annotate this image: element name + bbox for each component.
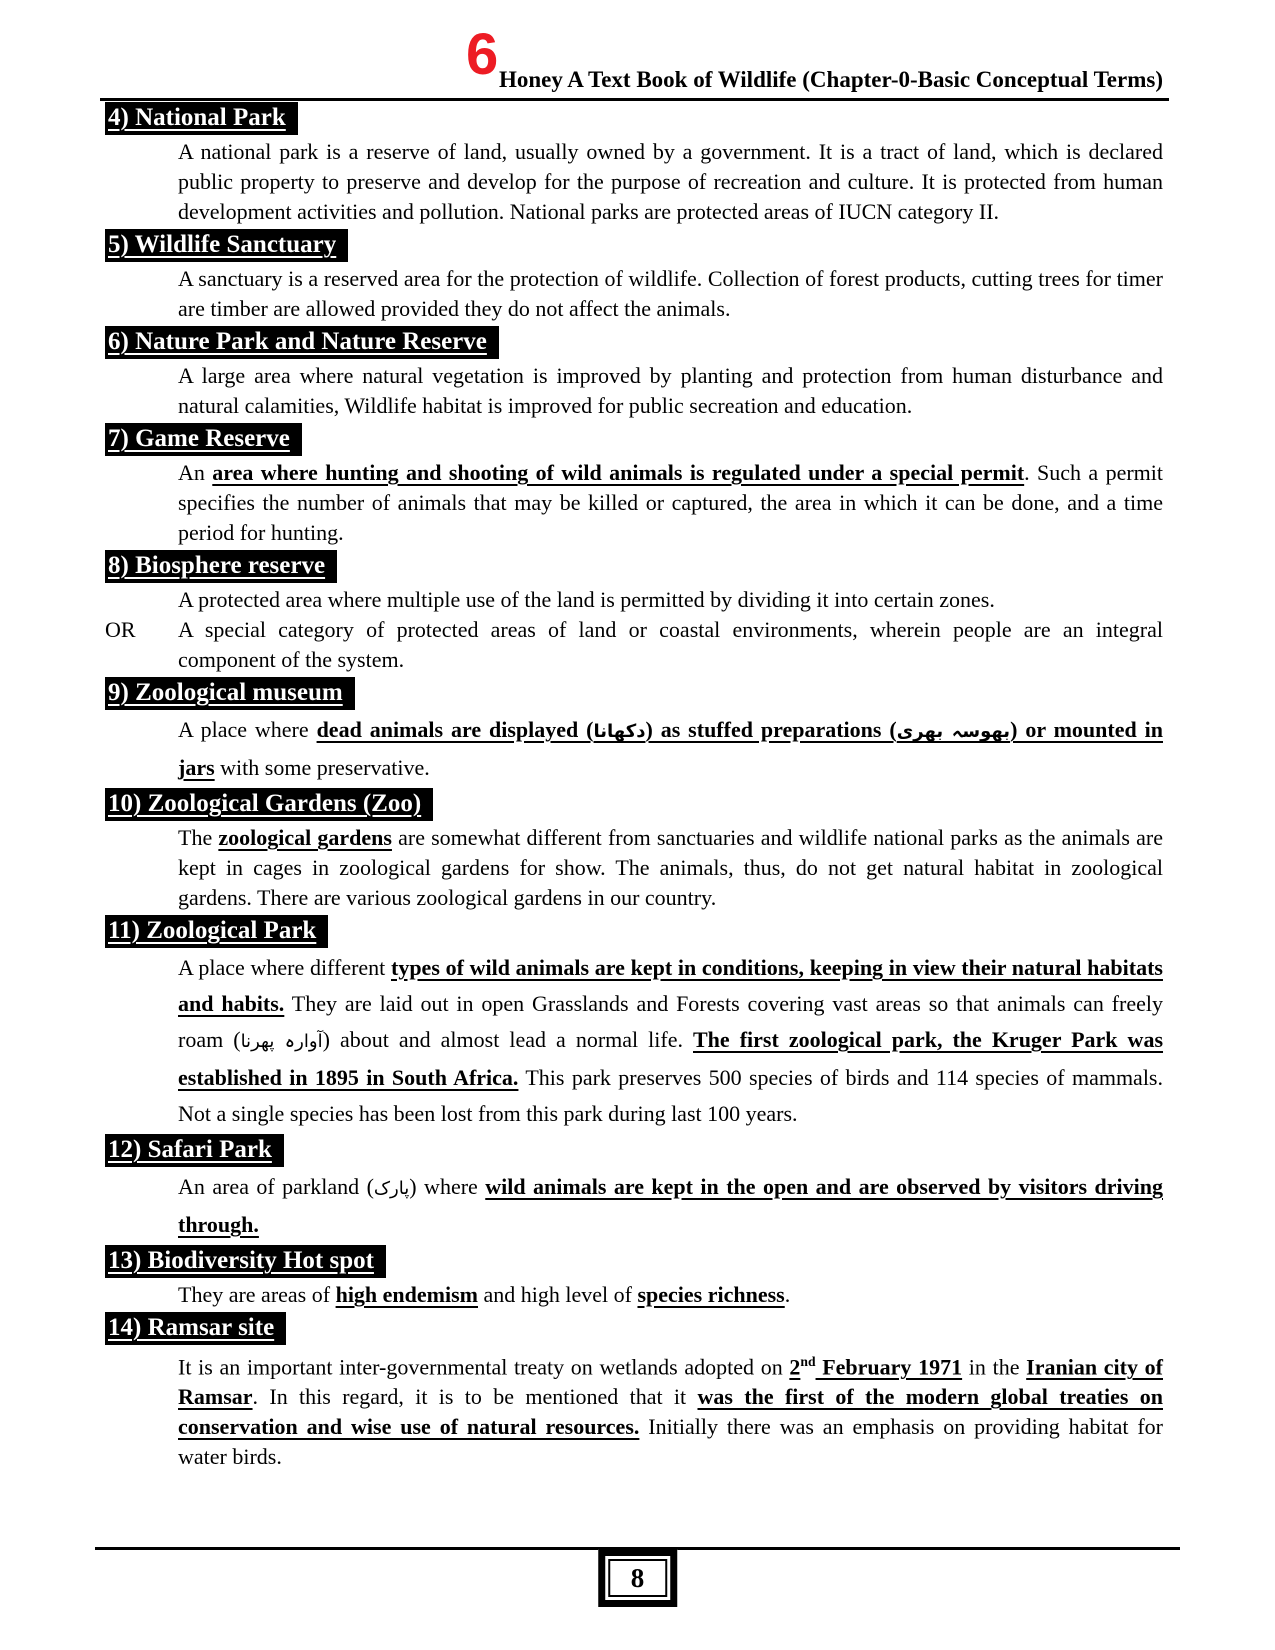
paragraph xyxy=(178,137,1163,227)
text-run: . In this regard, it is to be mentioned that it xyxy=(252,1384,698,1410)
paragraph-row xyxy=(105,615,1163,675)
section xyxy=(105,677,1163,786)
section xyxy=(105,1245,1163,1310)
section xyxy=(105,229,1163,324)
text-run: This park preserves 500 species of birds and 114 species of mammals. Not a single species has been lost from this park during last 100 years. xyxy=(178,1065,1163,1126)
section-paragraphs xyxy=(105,585,1163,675)
text-run: The xyxy=(178,825,219,850)
section-paragraphs xyxy=(105,712,1163,786)
section-heading: 12) Safari Park xyxy=(105,1134,284,1167)
paragraph-row xyxy=(105,264,1163,324)
section xyxy=(105,102,1163,227)
paragraph-row xyxy=(105,361,1163,421)
paragraph xyxy=(178,950,1163,1132)
urdu-text: آوارہ پھرنا xyxy=(240,1031,323,1052)
text-run: was the first of the modern global treaties on conservation and wise use of natural resources. xyxy=(178,1384,1163,1440)
text-run: zoological gardens xyxy=(218,825,392,850)
paragraph xyxy=(178,458,1163,548)
header-rule xyxy=(100,98,1169,101)
text-run: wild animals are kept in the open and are observed by visitors driving through. xyxy=(178,1174,1163,1237)
text-run: ) about and almost lead a normal life. xyxy=(322,1027,693,1052)
header-title: Honey A Text Book of Wildlife (Chapter-0-Basic Conceptual Terms) xyxy=(498,67,1163,92)
paragraph xyxy=(178,615,1163,675)
section-paragraphs xyxy=(105,823,1163,913)
section xyxy=(105,915,1163,1132)
text-run: A place where xyxy=(178,717,317,742)
section-paragraphs xyxy=(105,137,1163,227)
section xyxy=(105,423,1163,548)
section-heading: 11) Zoological Park xyxy=(105,915,328,948)
paragraph xyxy=(178,823,1163,913)
paragraph-row xyxy=(105,137,1163,227)
text-run: area where hunting and shooting of wild animals is regulated under a special permit xyxy=(212,460,1025,485)
page-number-frame xyxy=(608,1559,668,1597)
text-run: nd xyxy=(800,1354,816,1369)
paragraph-row xyxy=(105,585,1163,615)
text-run: ) where xyxy=(409,1174,486,1199)
text-run: and high level of xyxy=(478,1282,638,1307)
text-run: are somewhat different from sanctuaries and wildlife national parks as the animals are kept in cages in zoological gardens for show. The animals, thus, do not get natural habitat in zoological gardens. There are various zoological gardens in our country. xyxy=(178,825,1164,910)
text-run: 2 xyxy=(789,1354,801,1380)
section-heading: 6) Nature Park and Nature Reserve xyxy=(105,326,499,359)
page-number-box xyxy=(598,1549,678,1607)
section-paragraphs xyxy=(105,950,1163,1132)
text-run: ) or mounted in jars xyxy=(178,717,1163,780)
section xyxy=(105,326,1163,421)
text-run: Iranian city of Ramsar xyxy=(178,1354,1163,1410)
text-run: species richness xyxy=(637,1282,785,1307)
section-heading: 5) Wildlife Sanctuary xyxy=(105,229,348,262)
section-heading: 14) Ramsar site xyxy=(105,1312,286,1345)
paragraph-row xyxy=(105,1280,1163,1310)
text-run: types of wild animals are kept in conditions, keeping in view their natural habitats and habits. xyxy=(178,955,1163,1016)
section-heading: 10) Zoological Gardens (Zoo) xyxy=(105,788,433,821)
section-paragraphs xyxy=(105,1169,1163,1243)
paragraph-row xyxy=(105,712,1163,786)
sections xyxy=(105,102,1163,1474)
text-run: . xyxy=(784,1282,791,1307)
section xyxy=(105,1134,1163,1243)
paragraph xyxy=(178,585,1163,615)
paragraph xyxy=(178,1280,1163,1310)
paragraph-row xyxy=(105,458,1163,548)
text-run: A national park is a reserve of land, usually owned by a government. It is a tract of land, which is declared public property to preserve and develop for the purpose of recreation and culture. It is protected from human development activities and pollution. National parks are protected areas of IUCN category II. xyxy=(178,139,1163,224)
text-run: . Such a permit specifies the number of animals that may be killed or captured, the area in which it can be done, and a time period for hunting. xyxy=(178,460,1163,545)
text-run: in the xyxy=(962,1354,1027,1380)
section-heading: 8) Biosphere reserve xyxy=(105,550,337,583)
section-paragraphs xyxy=(105,361,1163,421)
section-heading: 13) Biodiversity Hot spot xyxy=(105,1245,386,1278)
section-paragraphs xyxy=(105,1280,1163,1310)
paragraph-row xyxy=(105,823,1163,913)
text-run: A special category of protected areas of land or coastal environments, wherein people are an integral component of the system. xyxy=(178,617,1163,672)
section-paragraphs xyxy=(105,264,1163,324)
text-run: The first zoological park, the Kruger Park was established in 1895 in South Africa. xyxy=(178,1027,1164,1090)
section-paragraphs xyxy=(105,1347,1163,1472)
page-number: 8 xyxy=(630,1563,645,1593)
urdu-text: پارک xyxy=(373,1178,410,1199)
urdu-text: بھوسہ بھری xyxy=(896,721,1011,742)
chapter-corner-number: 6 xyxy=(466,22,499,87)
paragraph xyxy=(178,712,1163,786)
text-run: ) as stuffed preparations ( xyxy=(645,717,897,742)
text-run: They are laid out in open Grasslands and Forests covering vast areas so that animals can freely roam ( xyxy=(178,991,1163,1052)
paragraph-row xyxy=(105,950,1163,1132)
text-run: It is an important inter-governmental treaty on wetlands adopted on xyxy=(178,1354,790,1380)
section xyxy=(105,1312,1163,1472)
text-run: A large area where natural vegetation is improved by planting and protection from human disturbance and natural calamities, Wildlife habitat is improved for public secreation and education. xyxy=(178,363,1163,418)
paragraph xyxy=(178,361,1163,421)
text-run: An xyxy=(178,460,213,485)
section-paragraphs xyxy=(105,458,1163,548)
text-run: A protected area where multiple use of the land is permitted by dividing it into certain zones. xyxy=(178,587,995,612)
text-run: February 1971 xyxy=(815,1354,963,1380)
text-run: dead animals are displayed ( xyxy=(316,717,594,742)
text-run: A sanctuary is a reserved area for the protection of wildlife. Collection of forest products, cutting trees for timer are timber are allowed provided they do not affect the animals. xyxy=(178,266,1163,321)
text-run: A place where different xyxy=(178,955,391,980)
section xyxy=(105,788,1163,913)
text-run: They are areas of xyxy=(178,1282,336,1307)
or-label: OR xyxy=(105,617,136,642)
section-heading: 9) Zoological museum xyxy=(105,677,355,710)
section-heading: 4) National Park xyxy=(105,102,298,135)
paragraph xyxy=(178,1169,1163,1243)
urdu-text: دکھانا xyxy=(593,721,646,742)
text-run: Initially there was an emphasis on providing habitat for water birds. xyxy=(178,1414,1163,1470)
section-heading: 7) Game Reserve xyxy=(105,423,302,456)
text-run: high endemism xyxy=(335,1282,478,1307)
paragraph xyxy=(178,264,1163,324)
text-run: An area of parkland ( xyxy=(178,1174,374,1199)
section xyxy=(105,550,1163,675)
paragraph-row xyxy=(105,1169,1163,1243)
paragraph-row xyxy=(105,1347,1163,1472)
paragraph xyxy=(178,1347,1163,1472)
text-run: with some preservative. xyxy=(214,755,430,780)
